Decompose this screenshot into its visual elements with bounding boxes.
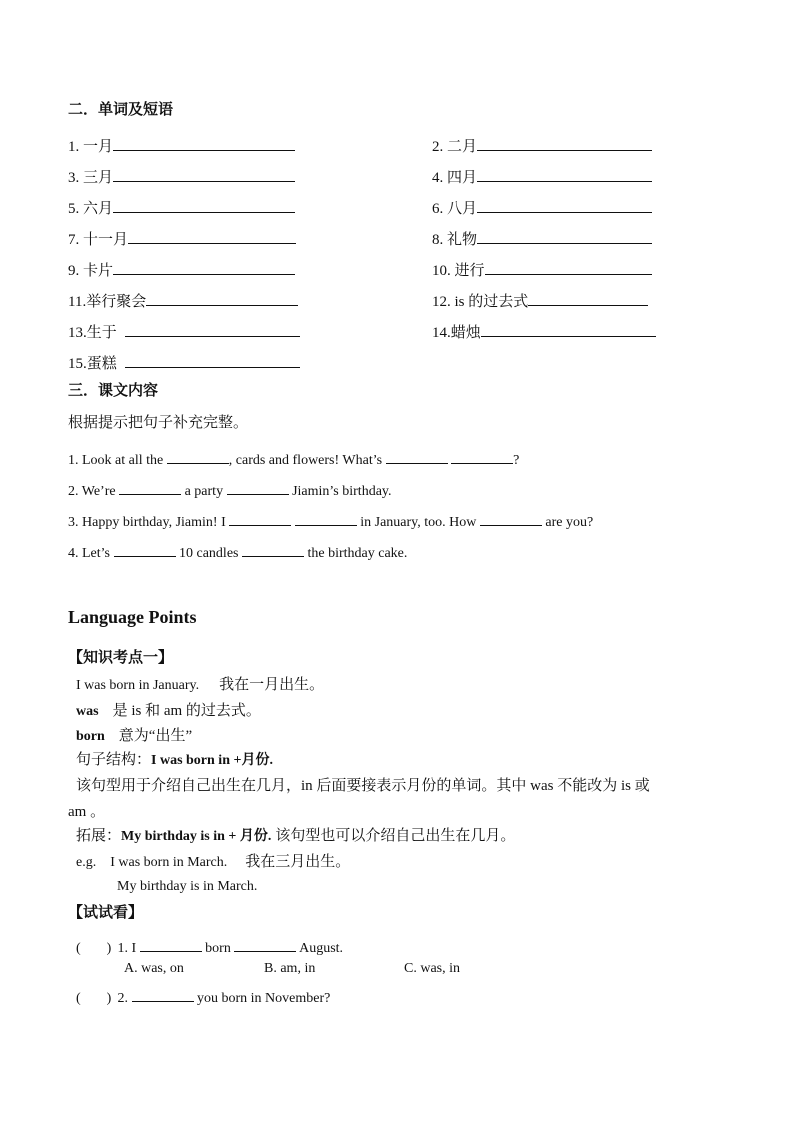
bracket-close: ) [106,991,112,1006]
question-text: 2. [117,991,128,1006]
answer-blank[interactable] [477,229,652,244]
option-a[interactable]: A. was, on [124,961,184,976]
language-points-title: Language Points [68,607,197,627]
vocab-item [68,167,295,186]
section-3-title: 三．课文内容 [68,383,159,399]
question-text: born [205,941,231,956]
vocab-item [68,353,300,372]
vocab-label: 11.举行聚会 [68,294,147,310]
bracket-open: ( [76,941,81,956]
section-2-title: 二．单词及短语 [68,102,174,118]
answer-blank[interactable] [132,987,194,1002]
answer-blank[interactable] [128,229,296,244]
structure-value: I was born in +月份. [151,753,273,768]
example-cn: 我在一月出生。 [219,677,325,693]
answer-blank[interactable] [146,291,298,306]
keyword: was [76,704,99,719]
question-text: you born in November? [197,991,331,1006]
vocab-label: 9. 卡片 [68,263,114,279]
eg-line-2: My birthday is in March. [117,879,258,894]
extension-value: My birthday is in + 月份. [121,829,272,844]
vocab-item [432,198,652,217]
answer-blank[interactable] [234,937,296,952]
vocab-item [68,291,298,310]
usage-line-1: 该句型用于介绍自己出生在几月，in 后面要接表示月份的单词。其中 was 不能改为 is 或 [76,778,650,794]
sentence-text: a party [184,484,224,499]
answer-blank[interactable] [485,260,652,275]
answer-blank[interactable] [114,542,176,557]
bracket-open: ( [76,991,81,1006]
vocab-label: 3. 三月 [68,170,114,186]
answer-blank[interactable] [386,449,448,464]
eg-cn: 我在三月出生。 [245,854,351,870]
option-c[interactable]: C. was, in [404,961,460,976]
eg-line-1 [76,855,350,870]
extension-desc: 该句型也可以介绍自己出生在几月。 [275,828,516,844]
sentence-text: ? [513,453,520,468]
answer-bracket[interactable] [76,992,114,1006]
option-b[interactable]: B. am, in [264,961,316,976]
vocab-label: 5. 六月 [68,201,114,217]
question-text: 1. I [117,941,137,956]
usage-line-2: am 。 [68,804,106,820]
vocab-label: 2. 二月 [432,139,478,155]
sentence-text: Jiamin’s birthday. [292,484,392,499]
answer-blank[interactable] [113,198,295,213]
try-it-title: 【试试看】 [68,905,144,921]
answer-blank[interactable] [113,136,295,151]
eg-label: e.g. [76,855,97,870]
born-note [76,729,192,744]
answer-blank[interactable] [528,291,648,306]
answer-blank[interactable] [113,167,295,182]
answer-bracket[interactable] [76,942,114,956]
example-en: I was born in January. [76,678,200,693]
sentence-text: 4. Let’s [68,546,110,561]
sentence-1 [68,449,519,468]
sentence-text: 1. Look at all the [68,453,164,468]
question-1 [76,937,343,956]
sentence-text: 2. We’re [68,484,116,499]
sentence-2 [68,480,392,499]
vocab-label: 13.生于 [68,325,117,341]
answer-blank[interactable] [227,480,289,495]
structure-note [76,753,273,768]
vocab-item [432,229,652,248]
sentence-text: 3. Happy birthday, Jiamin! I [68,515,226,530]
structure-label: 句子结构： [76,752,152,768]
extension-note [76,829,515,844]
knowledge-point-1-title: 【知识考点一】 [68,650,174,666]
vocab-item [68,136,295,155]
vocab-item [68,260,295,279]
vocab-label: 10. 进行 [432,263,485,279]
sentence-text: are you? [545,515,594,530]
vocab-label: 1. 一月 [68,139,114,155]
keyword-desc: 意为“出生” [118,728,193,744]
answer-blank[interactable] [477,167,652,182]
sentence-text: , cards and flowers! What’s [228,453,383,468]
vocab-item [68,198,295,217]
answer-blank[interactable] [477,198,652,213]
vocab-item [68,322,300,341]
answer-blank[interactable] [229,511,291,526]
vocab-item [432,167,652,186]
vocab-label: 7. 十一月 [68,232,129,248]
keyword: born [76,729,105,744]
answer-blank[interactable] [125,322,300,337]
eg-en: I was born in March. [110,855,228,870]
sentence-text: the birthday cake. [307,546,408,561]
vocab-item [432,136,652,155]
answer-blank[interactable] [451,449,513,464]
answer-blank[interactable] [167,449,229,464]
vocab-label: 4. 四月 [432,170,478,186]
extension-label: 拓展： [76,828,122,844]
sentence-4 [68,542,407,561]
question-text: August. [299,941,344,956]
was-note [76,704,261,719]
sentence-3 [68,511,593,530]
sentence-text: in January, too. How [360,515,477,530]
answer-blank[interactable] [477,136,652,151]
vocab-label: 14.蜡烛 [432,325,481,341]
vocab-label: 8. 礼物 [432,232,478,248]
answer-blank[interactable] [119,480,181,495]
answer-blank[interactable] [140,937,202,952]
keyword-desc: 是 is 和 am 的过去式。 [112,703,261,719]
vocab-item [432,322,656,341]
vocab-label: 12. is 的过去式 [432,294,529,310]
question-2 [76,987,330,1006]
answer-blank[interactable] [125,353,300,368]
vocab-label: 6. 八月 [432,201,478,217]
vocab-item [432,291,648,310]
section-3-instruction: 根据提示把句子补充完整。 [68,415,249,431]
answer-blank[interactable] [295,511,357,526]
answer-blank[interactable] [481,322,656,337]
answer-blank[interactable] [113,260,295,275]
vocab-item [68,229,296,248]
example-line [76,678,324,693]
bracket-close: ) [106,941,112,956]
vocab-label: 15.蛋糕 [68,356,117,372]
answer-blank[interactable] [242,542,304,557]
answer-blank[interactable] [480,511,542,526]
sentence-text: 10 candles [179,546,239,561]
vocab-item [432,260,652,279]
